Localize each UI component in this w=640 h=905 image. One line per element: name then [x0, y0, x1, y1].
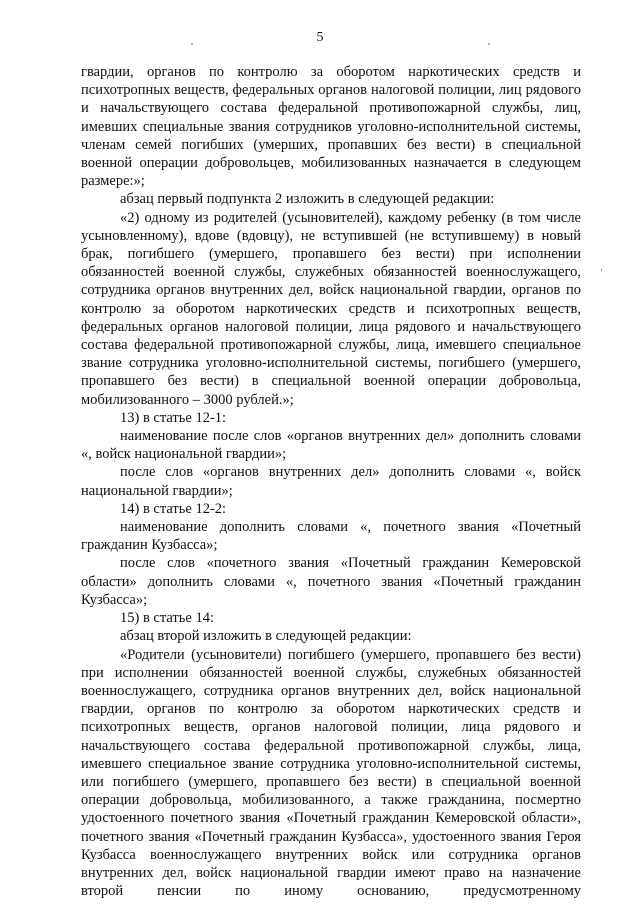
paragraph-item-14-text-change: после слов «почетного звания «Почетный гражданин Кемеровской области» дополнить словами «, почетного звания «Почетный гражданин Кузбасса»; — [81, 555, 581, 608]
page-number: 5 — [316, 30, 324, 45]
paragraph-item-13: 13) в статье 12-1: — [120, 409, 227, 426]
paragraph-item-13-title-change: наименование после слов «органов внутренних дел» дополнить словами «, войск национальной гвардии»; — [81, 428, 581, 463]
scan-speck — [191, 43, 193, 45]
paragraph-continuation: гвардии, органов по контролю за оборотом наркотических средств и психотропных веществ, федеральных органов налоговой полиции, лиц рядового и начальствующего состава федеральной противопожарной службы, лиц, имевших специальные звания сотрудников уголовно-исполнительной системы, членам семей погибших (умерших, пропавших без вести) в специальной военной операции добровольцев, мобилизованных назначается в следующем размере:»; — [81, 64, 581, 190]
scan-speck — [488, 43, 490, 45]
paragraph-item-13-text-change: после слов «органов внутренних дел» дополнить словами «, войск национальной гвардии»; — [81, 464, 581, 499]
paragraph-item-15-instruction: абзац второй изложить в следующей редакции: — [120, 628, 412, 645]
paragraph-quoted-subpoint-2: «2) одному из родителей (усыновителей), каждому ребенку (в том числе усыновленному), вдове (вдовцу), не вступившей (не вступившему) в новый брак, погибшего (умершего, пропавшего без вести) при исполнении обязанностей военной службы, служебных обязанностей военнослужащего, сотрудника органов внутренних дел, войск национальной гвардии, органов по контролю за оборотом наркотических средств и психотропных веществ, федеральных органов налоговой полиции, лица рядового и начальствующего состава федеральной противопожарной службы, лица, имевшего специальное звание сотрудника уголовно-исполнительной системы, погибшего (умершего, пропавшего без вести) в специальной военной операции добровольца, мобилизованного – 3000 рублей.»; — [81, 209, 581, 408]
document-body — [81, 63, 581, 900]
paragraph-quoted-parents-clause: «Родители (усыновители) погибшего (умершего, пропавшего без вести) при исполнении обязанностей военной службы, служебных обязанностей военнослужащего, сотрудника органов внутренних дел, войск национальной гвардии, органов по контролю за оборотом наркотических средств и психотропных веществ, органов налоговой полиции, лица рядового и начальствующего состава федеральной противопожарной службы, лица, имевшего специальное звание сотрудника уголовно-исполнительной системы, или погибшего (умершего, пропавшего без вести) в специальной военной операции добровольца, мобилизованного, а также гражданина, посмертно удостоенного почетного звания «Почетный гражданин Кемеровской области», почетного звания «Почетный гражданин Кузбасса», удостоенного звания Героя Кузбасса военнослужащего внутренних войск или сотрудника органов внутренних дел, войск национальной гвардии имеют право на назначение второй пенсии по иному основанию, предусмотренному — [81, 646, 581, 900]
scan-speck — [601, 268, 602, 271]
paragraph-item-15: 15) в статье 14: — [120, 610, 214, 627]
paragraph-item-14: 14) в статье 12-2: — [120, 500, 227, 517]
paragraph-instruction: абзац первый подпункта 2 изложить в следующей редакции: — [120, 191, 495, 208]
paragraph-item-14-title-change: наименование дополнить словами «, почетного звания «Почетный гражданин Кузбасса»; — [81, 519, 581, 554]
